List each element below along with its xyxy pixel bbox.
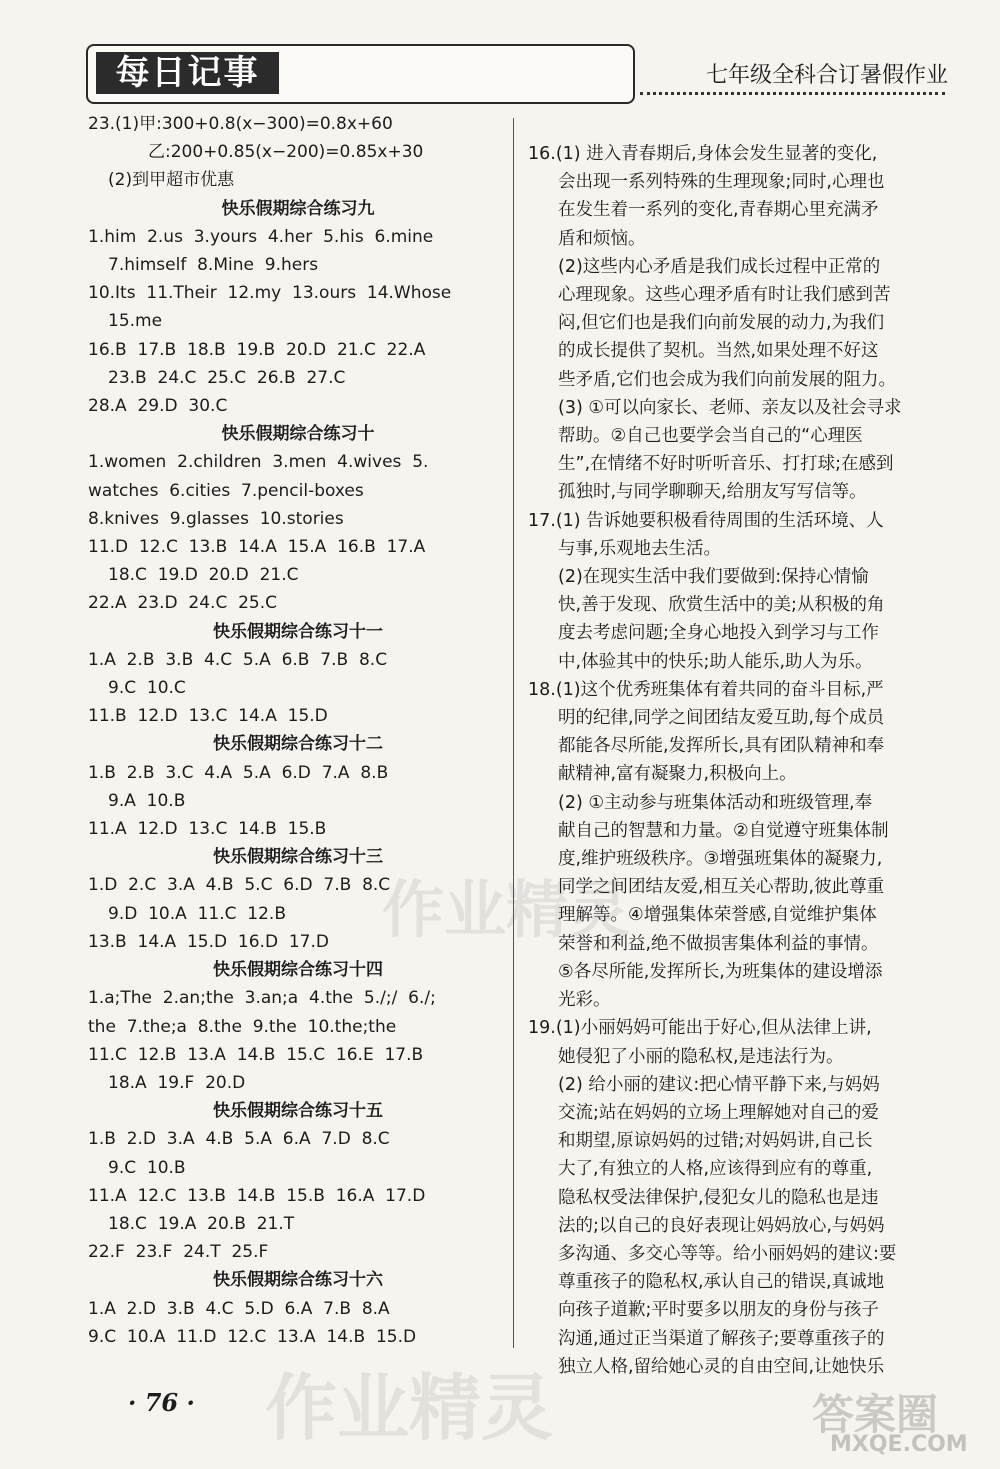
right-column (528, 140, 950, 1381)
answer-line: watches 6.cities 7.pencil-boxes (88, 480, 364, 501)
answer-line: 1.B 2.D 3.A 4.B 5.A 6.A 7.D 8.C (88, 1129, 390, 1150)
answer-line: 1.A 2.D 3.B 4.C 5.D 6.A 7.B 8.A (88, 1298, 390, 1319)
answer-line: 22.F 23.F 24.T 25.F (88, 1242, 269, 1263)
answer-text-line: 16.(1) 进入青春期后,身体会发生显著的变化, (528, 144, 878, 164)
page-number: · 76 · (128, 1388, 195, 1417)
answer-text-line: 都能各尽所能,发挥所长,具有团队精神和奉 (558, 736, 885, 757)
answer-text-line: 理解等。④增强集体荣誉感,自觉维护集体 (558, 905, 877, 926)
answer-text-line: (2)在现实生活中我们要做到:保持心情愉 (558, 567, 869, 588)
answer-text-line: 光彩。 (558, 990, 611, 1011)
answer-line: the 7.the;a 8.the 9.the 10.the;the (88, 1016, 397, 1037)
answer-line: 11.A 12.D 13.C 14.B 15.B (88, 819, 327, 840)
answer-line: 18.A 19.F 20.D (108, 1072, 246, 1093)
answer-line: 18.C 19.A 20.B 21.T (108, 1213, 295, 1234)
answer-line: 11.C 12.B 13.A 14.B 15.C 16.E 17.B (88, 1044, 424, 1065)
answer-line: 9.C 10.C (108, 678, 186, 699)
answer-line: 16.B 17.B 18.B 19.B 20.D 21.C 22.A (88, 339, 426, 360)
header-banner (86, 44, 635, 104)
watermark-url: MXQE.COM (830, 1432, 968, 1457)
answer-line: 9.D 10.A 11.C 12.B (108, 903, 287, 924)
section-heading: 快乐假期综合练习十三 (213, 847, 383, 868)
answer-text-line: 些矛盾,它们也会成为我们向前发展的阻力。 (558, 369, 897, 390)
answer-line: 乙:200+0.85(x−200)=0.85x+30 (148, 142, 424, 163)
answer-line: 23.(1)甲:300+0.8(x−300)=0.8x+60 (88, 114, 393, 134)
answer-line: 7.himself 8.Mine 9.hers (108, 255, 319, 276)
answer-text-line: 献精神,富有凝聚力,积极向上。 (558, 764, 797, 785)
book-title: 七年级全科合订暑假作业 (705, 63, 948, 88)
answer-line: 1.women 2.children 3.men 4.wives 5. (88, 452, 429, 473)
answer-text-line: (3) ①可以向家长、老师、亲友以及社会寻求 (558, 397, 902, 418)
watermark-bottom: 作业精灵 (265, 1366, 554, 1450)
answer-line: 11.A 12.C 13.B 14.B 15.B 16.A 17.D (88, 1185, 426, 1206)
answer-text-line: 度,维护班级秩序。③增强班集体的凝聚力, (558, 849, 883, 870)
header-logo: 每日记事 (96, 52, 279, 94)
answer-line: 11.B 12.D 13.C 14.A 15.D (88, 706, 328, 727)
header-dotted-rule (640, 92, 945, 95)
section-heading: 快乐假期综合练习十四 (213, 960, 383, 981)
answer-text-line: 同学之间团结友爱,相互关心帮助,彼此尊重 (558, 877, 885, 898)
answer-text-line: 会出现一系列特殊的生理现象;同时,心理也 (558, 172, 885, 193)
section-heading: 快乐假期综合练习十六 (213, 1270, 383, 1291)
section-heading: 快乐假期综合练习十一 (213, 621, 383, 642)
answer-text-line: 孤独时,与同学聊聊天,给朋友写写信等。 (558, 482, 867, 503)
section-heading: 快乐假期综合练习十 (221, 424, 375, 445)
answer-line: 9.C 10.B (108, 1157, 186, 1178)
answer-line: 10.Its 11.Their 12.my 13.ours 14.Whose (88, 283, 452, 304)
answer-line: 28.A 29.D 30.C (88, 396, 228, 417)
answer-text-line: 闷,但它们也是我们向前发展的动力,为我们 (558, 313, 885, 334)
answer-line: 1.D 2.C 3.A 4.B 5.C 6.D 7.B 8.C (88, 875, 391, 896)
answer-text-line: 她侵犯了小丽的隐私权,是违法行为。 (558, 1046, 844, 1067)
answer-line: 18.C 19.D 20.D 21.C (108, 565, 299, 586)
answer-line: 15.me (108, 311, 163, 332)
answer-line: 9.C 10.A 11.D 12.C 13.A 14.B 15.D (88, 1326, 417, 1347)
answer-text-line: 独立人格,留给她心灵的自由空间,让她快乐 (558, 1356, 885, 1377)
answer-text-line: 荣誉和利益,绝不做损害集体利益的事情。 (558, 933, 879, 954)
watermark-mid: 作业精灵 (382, 873, 631, 946)
answer-text-line: 快,善于发现、欣赏生活中的美;从积极的角 (558, 595, 885, 616)
section-heading: 快乐假期综合练习九 (221, 198, 375, 219)
answer-text-line: 向孩子道歉;平时要多以朋友的身份与孩子 (558, 1300, 879, 1321)
answer-line: 8.knives 9.glasses 10.stories (88, 508, 344, 529)
section-heading: 快乐假期综合练习十五 (213, 1101, 383, 1122)
answer-text-line: 隐私权受法律保护,侵犯女儿的隐私也是违 (558, 1187, 879, 1208)
answer-text-line: 盾和烦恼。 (558, 228, 646, 249)
answer-text-line: 和期望,原谅妈妈的过错;对妈妈讲,自己长 (558, 1131, 873, 1152)
answer-text-line: 帮助。②自己也要学会当自己的“心理医 (558, 426, 863, 447)
answer-text-line: 明的纪律,同学之间团结友爱互助,每个成员 (558, 708, 885, 729)
answer-text-line: 18.(1)这个优秀班集体有着共同的奋斗目标,严 (528, 679, 884, 700)
answer-line: (2)到甲超市优惠 (108, 170, 235, 191)
answer-text-line: (2) 给小丽的建议:把心情平静下来,与妈妈 (558, 1074, 880, 1095)
answer-text-line: 19.(1)小丽妈妈可能出于好心,但从法律上讲, (528, 1018, 872, 1039)
answer-text-line: 17.(1) 告诉她要积极看待周围的生活环境、人 (528, 510, 884, 531)
answer-line: 22.A 23.D 24.C 25.C (88, 593, 278, 614)
answer-text-line: 尊重孩子的隐私权,承认自己的错误,真诚地 (558, 1272, 885, 1293)
answer-text-line: 法的;以自己的良好表现让妈妈放心,与妈妈 (558, 1215, 885, 1236)
section-heading: 快乐假期综合练习十二 (213, 734, 383, 755)
answer-text-line: 大了,有独立的人格,应该得到应有的尊重, (558, 1159, 873, 1180)
answer-text-line: 在发生着一系列的变化,青春期心里充满矛 (558, 200, 879, 221)
answer-text-line: 度去考虑问题;全身心地投入到学习与工作 (558, 623, 879, 644)
answer-text-line: 交流;站在妈妈的立场上理解她对自己的爱 (558, 1102, 879, 1123)
answer-line: 23.B 24.C 25.C 26.B 27.C (108, 367, 346, 388)
answer-text-line: 多沟通、多交心等等。给小丽妈妈的建议:要 (558, 1243, 897, 1264)
answer-text-line: 沟通,通过正当渠道了解孩子;要尊重孩子的 (558, 1328, 885, 1349)
answer-text-line: (2)这些内心矛盾是我们成长过程中正常的 (558, 256, 881, 277)
answer-line: 1.a;The 2.an;the 3.an;a 4.the 5./;/ 6./; (88, 988, 436, 1009)
answer-text-line: 与事,乐观地去生活。 (558, 538, 722, 559)
answer-text-line: 心理现象。这些心理矛盾有时让我们感到苦 (558, 285, 891, 306)
watermark-corner: 答案圈 (812, 1390, 939, 1439)
answer-line: 9.A 10.B (108, 790, 186, 811)
answer-text-line: ⑤各尽所能,发挥所长,为班集体的建设增添 (558, 961, 883, 982)
answer-line: 13.B 14.A 15.D 16.D 17.D (88, 931, 329, 952)
answer-text-line: 的成长提供了契机。当然,如果处理不好这 (558, 341, 879, 362)
answer-text-line: 献自己的智慧和力量。②自觉遵守班集体制 (558, 820, 889, 841)
answer-line: 11.D 12.C 13.B 14.A 15.A 16.B 17.A (88, 537, 426, 558)
answer-line: 1.B 2.B 3.C 4.A 5.A 6.D 7.A 8.B (88, 762, 389, 783)
answer-line: 1.him 2.us 3.yours 4.her 5.his 6.mine (88, 226, 434, 247)
answer-line: 1.A 2.B 3.B 4.C 5.A 6.B 7.B 8.C (88, 649, 388, 670)
answer-text-line: (2) ①主动参与班集体活动和班级管理,奉 (558, 792, 873, 813)
answer-text-line: 中,体验其中的快乐;助人能乐,助人为乐。 (558, 651, 873, 672)
column-divider (513, 118, 514, 1348)
answer-text-line: 生”,在情绪不好时听听音乐、打打球;在感到 (558, 454, 894, 475)
left-column (88, 110, 508, 1351)
